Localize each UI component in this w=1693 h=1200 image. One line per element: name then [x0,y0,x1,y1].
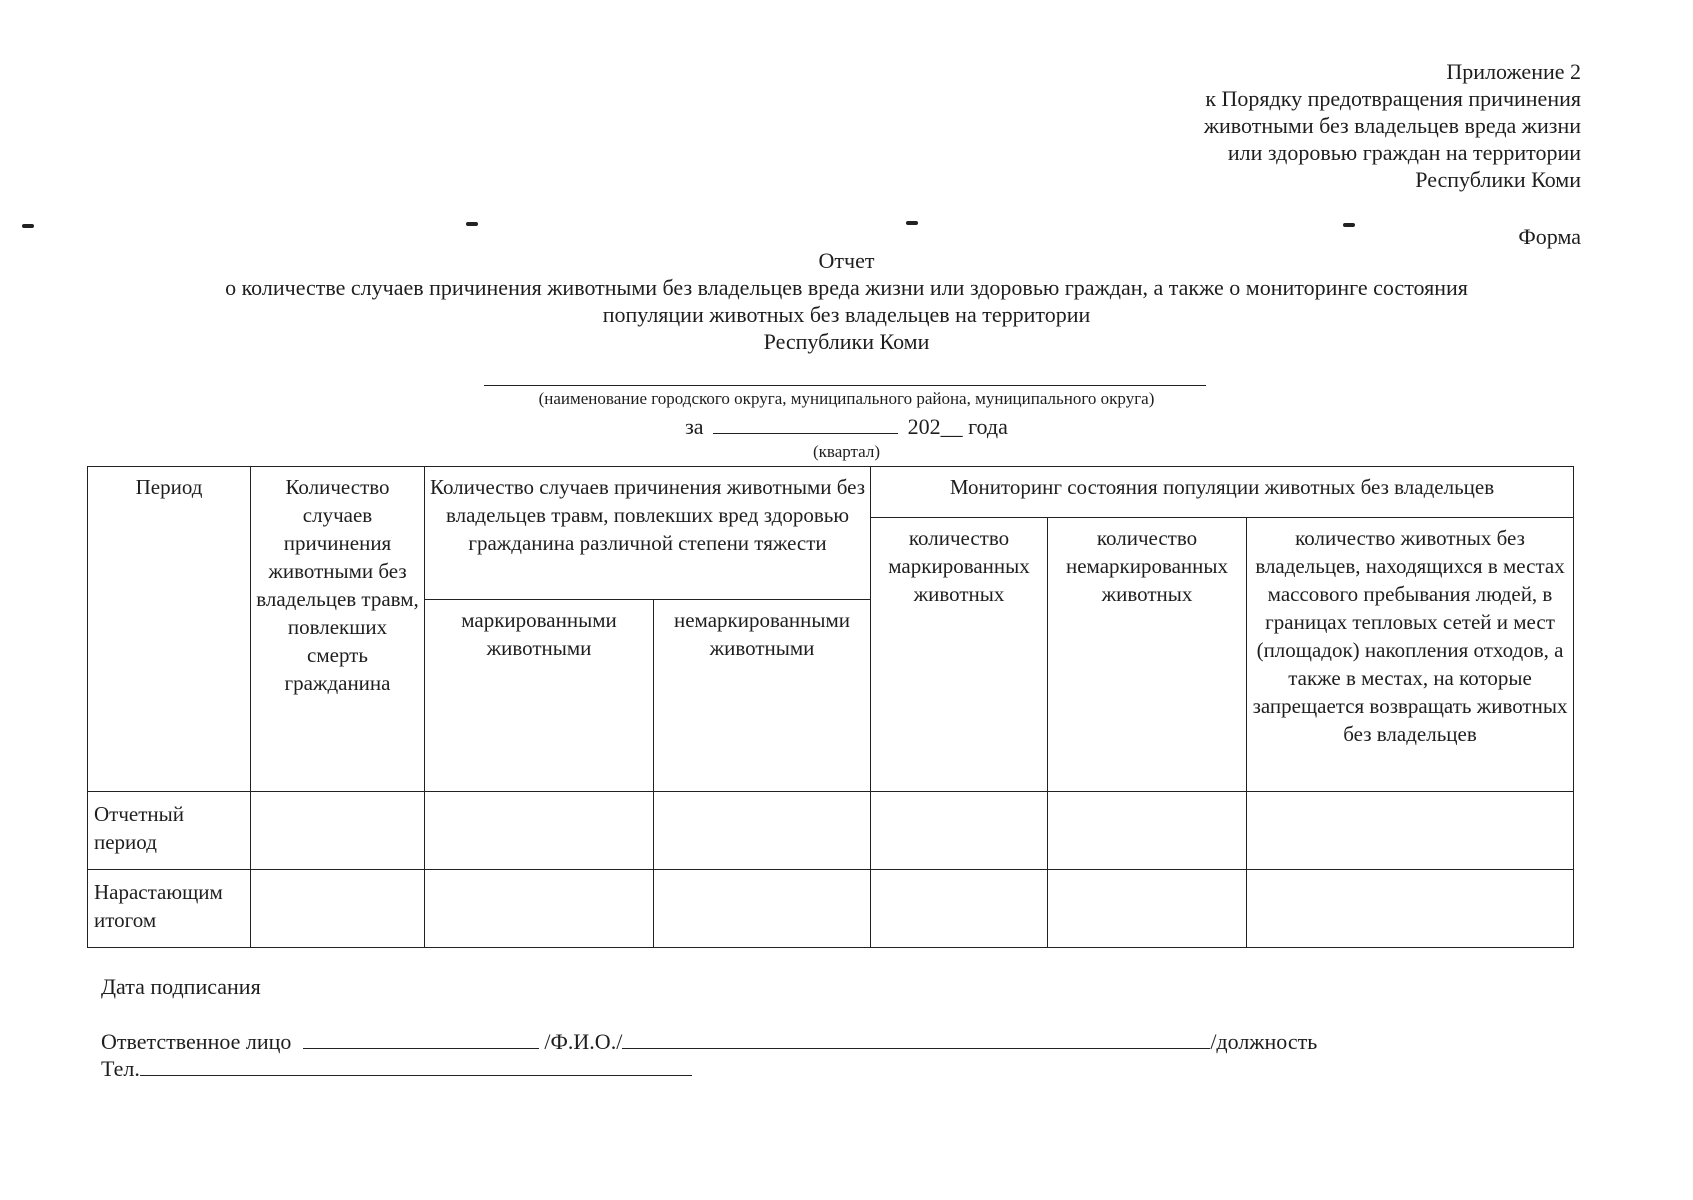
table-cell[interactable] [654,870,871,948]
header-unmarked-count: количество немаркированных животных [1048,518,1247,792]
appendix-line: или здоровью граждан на территории [1227,140,1581,165]
header-monitoring: Мониторинг состояния популяции животных без владельцев [871,467,1574,518]
header-injuries-marked: маркированными животными [425,600,654,792]
position-label: /должность [1210,1029,1318,1054]
fio-blank[interactable] [622,1028,1210,1049]
row-label: Отчетный период [88,792,251,870]
responsible-label: Ответственное лицо [101,1029,292,1054]
table-cell[interactable] [654,792,871,870]
phone-blank[interactable] [140,1055,692,1076]
responsible-person-line [101,1028,1317,1055]
phone-label: Тел. [101,1056,140,1081]
signing-date-label: Дата подписания [101,974,261,999]
header-deaths: Количество случаев причинения животными без владельцев травм, повлекших смерть гражданина [251,467,425,792]
table-cell[interactable] [425,792,654,870]
header-injuries-unmarked: немаркированными животными [654,600,871,792]
report-table [87,466,1574,948]
header-public-places: количество животных без владельцев, находящихся в местах массового пребывания людей, в границах тепловых сетей и мест (площадок) накопления отходов, а также в местах, на которые запрещается возвращать животных без владельцев [1247,518,1574,792]
title-line: о количестве случаев причинения животными без владельцев вреда жизни или здоровью граждан, а также о мониторинге состояния [225,275,1468,300]
table-row [88,792,1574,870]
table-cell[interactable] [871,870,1048,948]
table-cell[interactable] [251,870,425,948]
table-cell[interactable] [425,870,654,948]
table-cell[interactable] [1247,792,1574,870]
fio-label: /Ф.И.О./ [544,1029,623,1054]
table-cell[interactable] [871,792,1048,870]
table-row [88,870,1574,948]
header-marked-count: количество маркированных животных [871,518,1048,792]
table-cell[interactable] [1247,870,1574,948]
appendix-line: Приложение 2 [1446,59,1581,84]
report-title [0,247,1693,355]
appendix-line: животными без владельцев вреда жизни [1203,113,1581,138]
table-cell[interactable] [1048,792,1247,870]
report-period-line [0,413,1693,440]
signature-blank[interactable] [303,1028,539,1049]
scan-mark [1343,223,1355,227]
appendix-line: Республики Коми [1415,167,1581,192]
title-line: Республики Коми [763,329,930,354]
period-suffix: года [968,414,1008,439]
appendix-header [1111,58,1581,193]
appendix-line: к Порядку предотвращения причинения [1205,86,1581,111]
title-line: Отчет [818,248,875,273]
scan-mark [466,222,478,226]
municipality-blank-line[interactable] [484,385,1206,386]
header-period: Период [88,467,251,792]
header-injuries: Количество случаев причинения животными без владельцев травм, повлекших вред здоровью гражданина различной степени тяжести [425,467,871,600]
row-label: Нарастающим итогом [88,870,251,948]
phone-line [101,1055,692,1082]
quarter-blank[interactable] [713,413,898,434]
table-cell[interactable] [1048,870,1247,948]
scan-mark [22,224,34,228]
scan-mark [906,221,918,225]
title-line: популяции животных без владельцев на территории [602,302,1091,327]
period-year: 202__ [907,414,963,439]
quarter-caption: (квартал) [812,442,881,461]
period-prefix: за [685,414,704,439]
form-label: Форма [1518,224,1581,249]
table-cell[interactable] [251,792,425,870]
municipality-caption: (наименование городского округа, муниципального района, муниципального округа) [538,389,1155,408]
